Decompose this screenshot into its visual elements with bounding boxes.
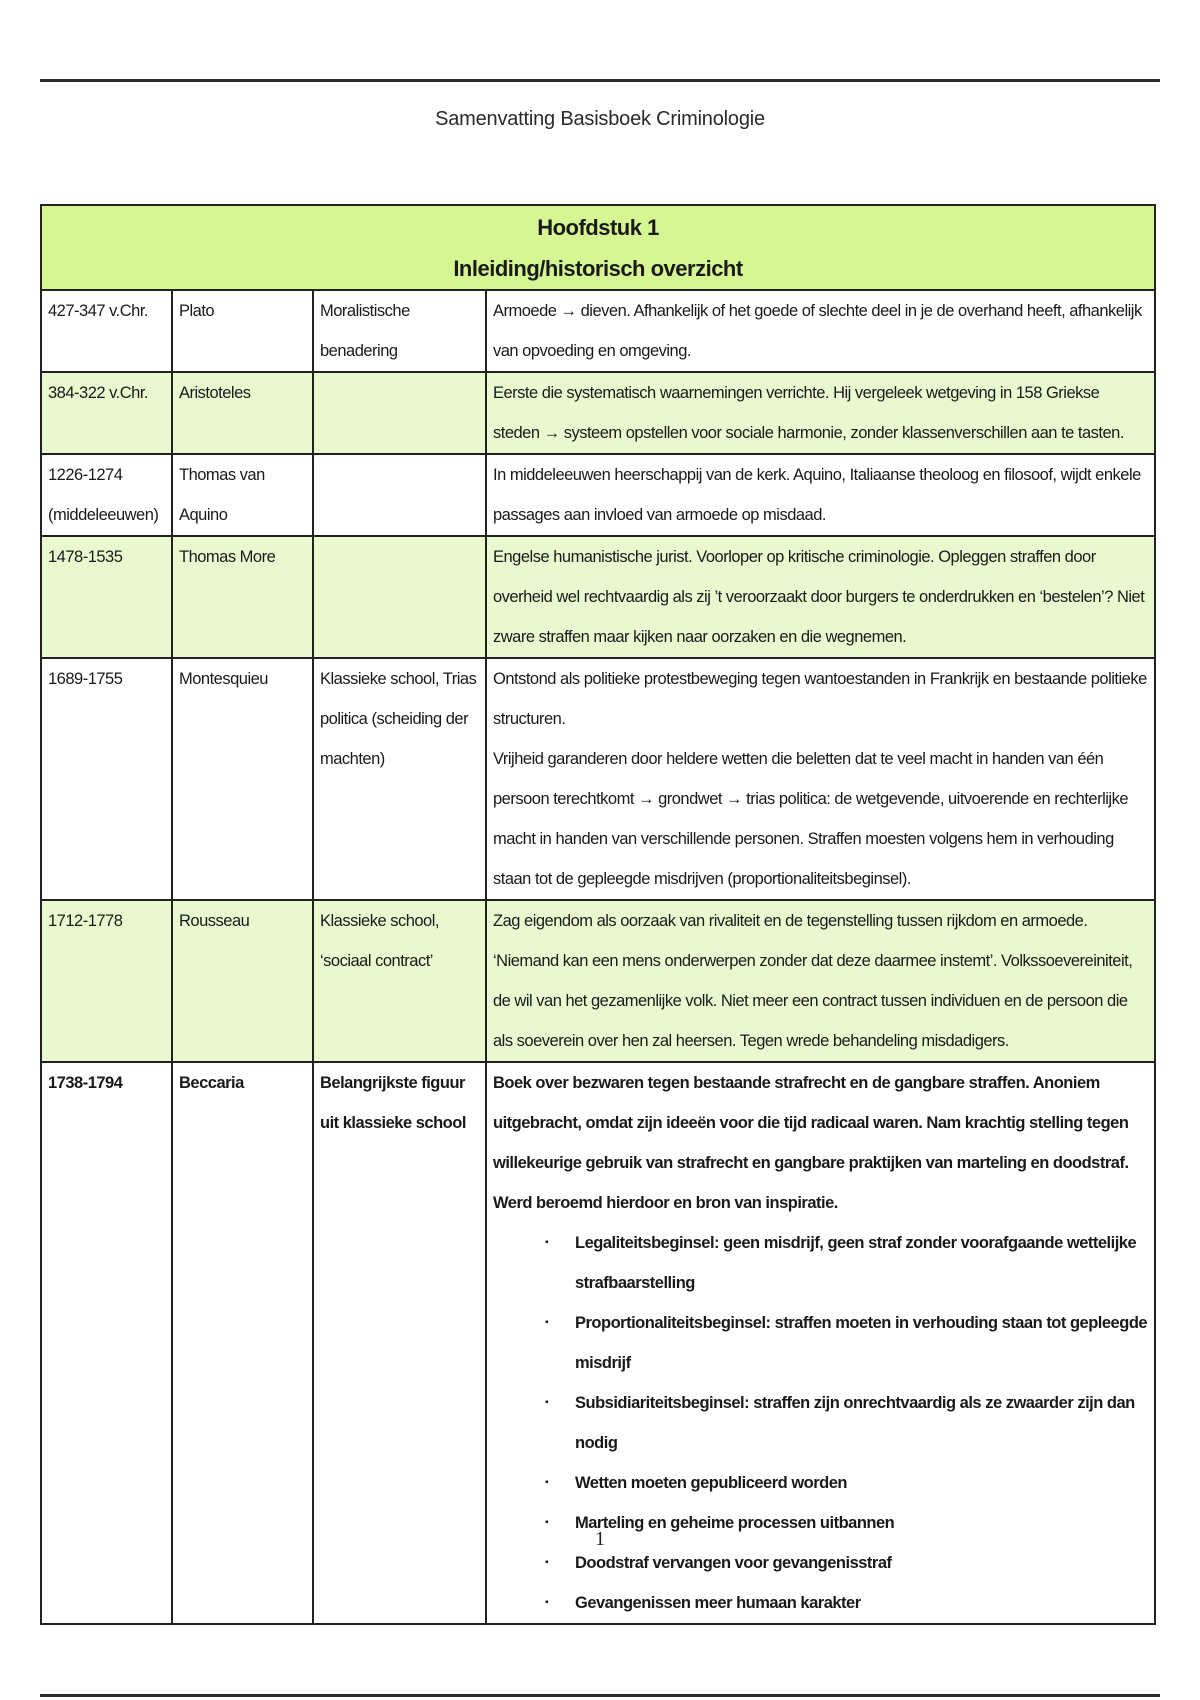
list-item: ▪ Proportionaliteitsbeginsel: straffen moeten in verhouding staan tot gepleegde misdrijf bbox=[545, 1303, 1148, 1383]
period-cell: 1478-1535 bbox=[41, 536, 172, 658]
list-item: ▪ Doodstraf vervangen voor gevangenisstraf bbox=[545, 1543, 1148, 1583]
name-cell: Aristoteles bbox=[172, 372, 313, 454]
description-paragraph: Boek over bezwaren tegen bestaande strafrecht en de gangbare straffen. Anoniem uitgebracht, omdat zijn ideeën voor die tijd radicaal waren. Nam krachtig stelling tegen willekeurige gebruik van strafrecht en gangbare praktijken van marteling en doodstraf. Werd beroemd hierdoor en bron van inspiratie. bbox=[493, 1074, 1129, 1212]
name-cell: Plato bbox=[172, 290, 313, 372]
approach-cell: Klassieke school, Trias politica (scheiding der machten) bbox=[313, 658, 486, 900]
header-rule bbox=[40, 79, 1160, 82]
footer-rule bbox=[40, 1694, 1160, 1697]
approach-cell: Belangrijkste figuur uit klassieke school bbox=[313, 1062, 486, 1624]
document-title: Samenvatting Basisboek Criminologie bbox=[435, 108, 765, 130]
table-row-plato bbox=[41, 290, 1155, 372]
approach-cell bbox=[313, 372, 486, 454]
name-cell: Montesquieu bbox=[172, 658, 313, 900]
name-cell: Beccaria bbox=[172, 1062, 313, 1624]
period-cell: 1712-1778 bbox=[41, 900, 172, 1062]
name-cell: Rousseau bbox=[172, 900, 313, 1062]
name-cell: Thomas More bbox=[172, 536, 313, 658]
table-row-aristoteles bbox=[41, 372, 1155, 454]
period-cell: 1226-1274 (middeleeuwen) bbox=[41, 454, 172, 536]
description-cell: Zag eigendom als oorzaak van rivaliteit en de tegenstelling tussen rijkdom en armoede. ‘Niemand kan een mens onderwerpen zonder dat deze daarmee instemt’. Volkssoevereiniteit, de wil van het gezamenlijke volk. Niet meer een contract tussen individuen en de persoon die als soeverein over hen zal heersen. Tegen wrede behandeling misdadigers. bbox=[486, 900, 1155, 1062]
name-cell: Thomas van Aquino bbox=[172, 454, 313, 536]
table-row-rousseau bbox=[41, 900, 1155, 1062]
period-cell: 427-347 v.Chr. bbox=[41, 290, 172, 372]
chapter-subtitle: Inleiding/historisch overzicht bbox=[453, 256, 743, 281]
approach-cell bbox=[313, 454, 486, 536]
list-item: ▪ Gevangenissen meer humaan karakter bbox=[545, 1583, 1148, 1623]
description-paragraph: Ontstond als politieke protestbeweging tegen wantoestanden in Frankrijk en bestaande politieke structuren. bbox=[493, 670, 1147, 728]
description-cell bbox=[486, 658, 1155, 900]
list-item: ▪ Marteling en geheime processen uitbannen bbox=[545, 1503, 1148, 1543]
period-cell: 1689-1755 bbox=[41, 658, 172, 900]
period-cell: 384-322 v.Chr. bbox=[41, 372, 172, 454]
list-item: ▪ Wetten moeten gepubliceerd worden bbox=[545, 1463, 1148, 1503]
principles-list bbox=[493, 1223, 1148, 1623]
table-row-more bbox=[41, 536, 1155, 658]
page-number: 1 bbox=[595, 1528, 605, 1550]
approach-cell: Moralistische benadering bbox=[313, 290, 486, 372]
description-paragraph: Vrijheid garanderen door heldere wetten die beletten dat te veel macht in handen van één persoon terechtkomt → grondwet → trias politica: de wetgevende, uitvoerende en rechterlijke macht in handen van verschillende personen. Straffen moesten volgens hem in verhouding staan tot de gepleegde misdrijven (proportionaliteitsbeginsel). bbox=[493, 750, 1129, 888]
chapter-header-row bbox=[41, 205, 1155, 290]
description-cell: In middeleeuwen heerschappij van de kerk. Aquino, Italiaanse theoloog en filosoof, wijdt enkele passages aan invloed van armoede op misdaad. bbox=[486, 454, 1155, 536]
period-cell: 1738-1794 bbox=[41, 1062, 172, 1624]
description-cell: Eerste die systematisch waarnemingen verrichte. Hij vergeleek wetgeving in 158 Griekse steden → systeem opstellen voor sociale harmonie, zonder klassenverschillen aan te tasten. bbox=[486, 372, 1155, 454]
table-row-aquino bbox=[41, 454, 1155, 536]
description-cell: Armoede → dieven. Afhankelijk of het goede of slechte deel in je de overhand heeft, afhankelijk van opvoeding en omgeving. bbox=[486, 290, 1155, 372]
approach-cell bbox=[313, 536, 486, 658]
list-item: ▪ Legaliteitsbeginsel: geen misdrijf, geen straf zonder voorafgaande wettelijke strafbaarstelling bbox=[545, 1223, 1148, 1303]
chapter-summary-table bbox=[40, 204, 1156, 1625]
chapter-title: Hoofdstuk 1 bbox=[537, 215, 659, 240]
list-item: ▪ Subsidiariteitsbeginsel: straffen zijn onrechtvaardig als ze zwaarder zijn dan nodig bbox=[545, 1383, 1148, 1463]
chapter-header-cell bbox=[41, 205, 1155, 290]
table-row-montesquieu bbox=[41, 658, 1155, 900]
description-cell: Engelse humanistische jurist. Voorloper op kritische criminologie. Opleggen straffen door overheid wel rechtvaardig als zij ’t veroorzaakt door burgers te onderdrukken en ‘bestelen’? Niet zware straffen maar kijken naar oorzaken en die wegnemen. bbox=[486, 536, 1155, 658]
approach-cell: Klassieke school, ‘sociaal contract’ bbox=[313, 900, 486, 1062]
